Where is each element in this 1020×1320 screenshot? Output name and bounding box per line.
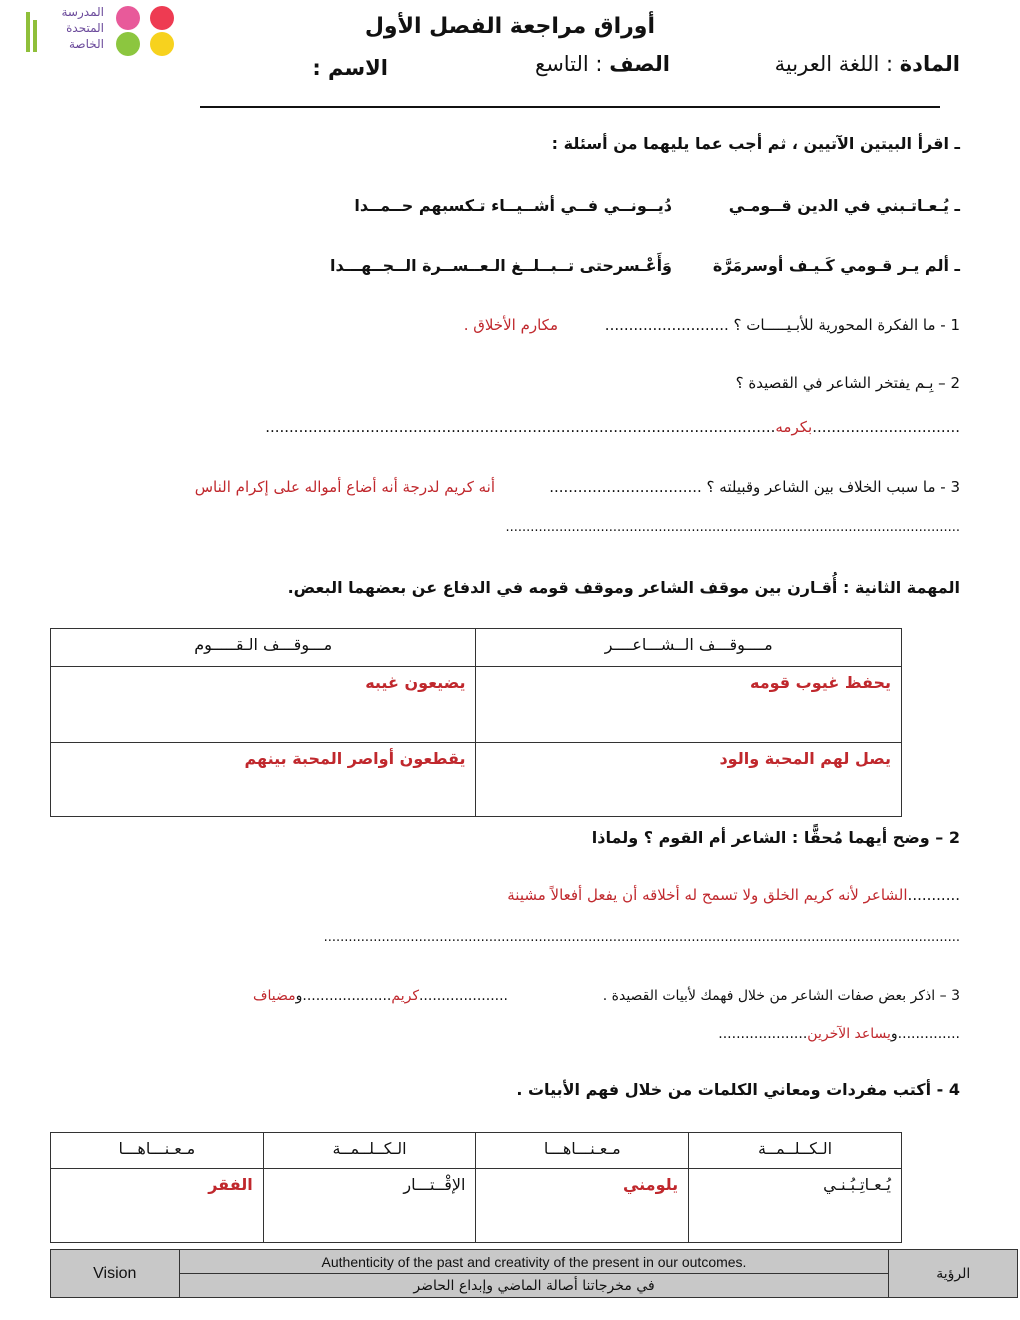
logo-dot: [150, 6, 174, 30]
question-2: 2 – بِـم يفتخر الشاعر في القصيدة ؟: [735, 374, 960, 392]
subject-line: المادة : اللغة العربية: [774, 52, 960, 76]
task2-question-3: 3 – اذكر بعض صفات الشاعر من خلال فهمك لأبيات القصيدة .: [602, 988, 960, 1004]
task2-q2-dots: ..........................................................................................................................................................: [323, 930, 960, 945]
header-meaning-1: مـعـنـــاهـــا: [476, 1133, 689, 1169]
page-title: أوراق مراجعة الفصل الأول: [364, 14, 655, 39]
table-cell: يضيعون غيبه: [51, 667, 476, 743]
verse2-first: ـ ألم يـر قـومي كَـيـف أوسرمَرَّة: [712, 256, 960, 275]
vision-ar-text: في مخرجاتنا أصالة الماضي وإبداع الحاضر: [179, 1274, 889, 1298]
logo-dot: [150, 32, 174, 56]
student-name-label: الاسم :: [312, 56, 388, 80]
table-cell: الإقْــتـــار: [263, 1169, 476, 1243]
table-cell: الفقر: [51, 1169, 264, 1243]
question-3-answer: أنه كريم لدرجة أنه أضاع أمواله على إكرام الناس: [194, 478, 495, 496]
vision-footer: [50, 1249, 1018, 1298]
table-cell: يقطعون أواصر المحبة بينهم: [51, 743, 476, 817]
table-cell: يصل لهم المحبة والود: [476, 743, 902, 817]
header-word-1: الـكــلــمــة: [689, 1133, 902, 1169]
header-word-2: الـكــلــمــة: [263, 1133, 476, 1169]
table-cell: يحفظ غيوب قومه: [476, 667, 902, 743]
task4-title: 4 - أكتب مفردات ومعاني الكلمات من خلال فهم الأبيات .: [516, 1080, 960, 1099]
logo-dot: [116, 32, 140, 56]
task2-q3-answer-line2: ..............ويساعد الآخرين....................: [718, 1026, 960, 1042]
verse1-second: دُيــونــي فــي أشــيــاء تـكسبهم حــمــدا: [354, 196, 672, 215]
vision-en-text: Authenticity of the past and creativity of the present in our outcomes.: [179, 1250, 889, 1274]
comparison-table: [50, 628, 902, 817]
question-3: 3 - ما سبب الخلاف بين الشاعر وقبيلته ؟ ................................: [549, 478, 960, 496]
task2-title: المهمة الثانية : أُقـارن بين موقف الشاعر وموقف قومه في الدفاع عن بعضهما البعض.: [287, 578, 960, 597]
header-meaning-2: مـعـنـــاهـــا: [51, 1133, 264, 1169]
verse1-first: ـ يُـعـاتـبني في الدين قــومـي: [728, 196, 960, 215]
header-people: مـــوقـــف الـقـــــوم: [51, 629, 476, 667]
vocabulary-table: [50, 1132, 902, 1243]
school-name: المدرسة المتحدة الخاصة: [61, 5, 104, 51]
header-poet: مــــوقـــف الــشـــاعــــر: [476, 629, 902, 667]
vision-ar-label: الرؤية: [889, 1250, 1018, 1298]
table-cell: يلومني: [476, 1169, 689, 1243]
task2-q3-answer-line1: ....................كريم....................ومضياف: [252, 988, 508, 1004]
verse2-second: وَأَعْـسرحتى تــبــلــغ الـعــســرة الــجــهـــدا: [330, 256, 672, 275]
school-logo-mark: [24, 8, 40, 56]
task2-question-2: 2 – وضح أيهما مُحقًّا : الشاعر أم القوم ؟ ولماذا: [591, 828, 960, 847]
question-2-answer-line: ...............................بكرمه...........................................................................................................: [265, 418, 960, 436]
table-cell: يُـعـاتِـبُـنـي: [689, 1169, 902, 1243]
vision-en-label: Vision: [51, 1250, 180, 1298]
question-1-answer: مكارم الأخلاق .: [463, 316, 558, 334]
question-3-dots: ..............................................................................................................: [505, 520, 960, 535]
poem-instruction: ـ اقرأ البيتين الآتيين ، ثم أجب عما يليهما من أسئلة :: [551, 134, 960, 153]
grade-line: الصف : التاسع: [535, 52, 670, 76]
logo-dot: [116, 6, 140, 30]
task2-q2-answer-line: ...........الشاعر لأنه كريم الخلق ولا تسمح له أخلاقه أن يفعل أفعالاً مشينة: [507, 886, 960, 904]
question-1: 1 - ما الفكرة المحورية للأبـيـــــات ؟ ..........................: [604, 316, 960, 334]
header-divider: [200, 106, 940, 108]
